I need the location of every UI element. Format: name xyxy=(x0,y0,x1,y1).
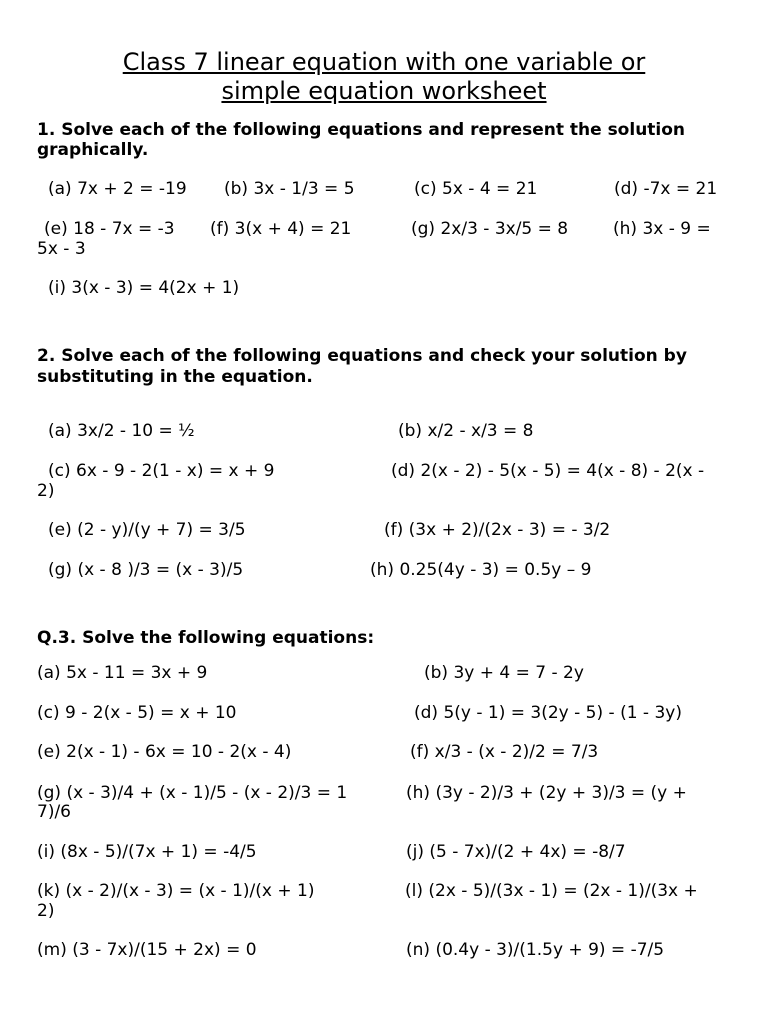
q1-item-c: (c) 5x - 4 = 21 xyxy=(414,179,538,199)
q1-item-h: (h) 3x - 9 = xyxy=(613,219,711,239)
q1-item-h-continued: 5x - 3 xyxy=(37,239,86,259)
q1-item-f: (f) 3(x + 4) = 21 xyxy=(210,219,352,239)
page-title-line1: Class 7 linear equation with one variable or xyxy=(122,48,646,76)
q3-item-c: (c) 9 - 2(x - 5) = x + 10 xyxy=(37,703,237,723)
q3-item-f: (f) x/3 - (x - 2)/2 = 7/3 xyxy=(410,742,599,762)
q2-item-f: (f) (3x + 2)/(2x - 3) = - 3/2 xyxy=(384,520,611,540)
q3-item-m: (m) (3 - 7x)/(15 + 2x) = 0 xyxy=(37,940,257,960)
q3-heading: Q.3. Solve the following equations: xyxy=(37,628,375,648)
q3-item-j: (j) (5 - 7x)/(2 + 4x) = -8/7 xyxy=(406,842,626,862)
q1-heading-line2: graphically. xyxy=(37,140,149,160)
q2-item-c: (c) 6x - 9 - 2(1 - x) = x + 9 xyxy=(48,461,275,481)
q1-item-e: (e) 18 - 7x = -3 xyxy=(44,219,175,239)
q3-item-l-continued: 2) xyxy=(37,901,55,921)
page-title-line2: simple equation worksheet xyxy=(221,77,547,105)
q3-item-d: (d) 5(y - 1) = 3(2y - 5) - (1 - 3y) xyxy=(414,703,682,723)
q1-heading-line1: 1. Solve each of the following equations and represent the solution xyxy=(37,120,686,140)
q3-item-k: (k) (x - 2)/(x - 3) = (x - 1)/(x + 1) xyxy=(37,881,315,901)
q3-item-g: (g) (x - 3)/4 + (x - 1)/5 - (x - 2)/3 = 1 xyxy=(37,783,348,803)
q2-item-d: (d) 2(x - 2) - 5(x - 5) = 4(x - 8) - 2(x - xyxy=(391,461,705,481)
q3-item-a: (a) 5x - 11 = 3x + 9 xyxy=(37,663,208,683)
q3-item-n: (n) (0.4y - 3)/(1.5y + 9) = -7/5 xyxy=(406,940,665,960)
q2-heading-line1: 2. Solve each of the following equations and check your solution by xyxy=(37,346,687,366)
q3-item-e: (e) 2(x - 1) - 6x = 10 - 2(x - 4) xyxy=(37,742,292,762)
q1-item-a: (a) 7x + 2 = -19 xyxy=(48,179,187,199)
q2-heading-line2: substituting in the equation. xyxy=(37,367,313,387)
q1-item-d: (d) -7x = 21 xyxy=(614,179,718,199)
q2-item-a: (a) 3x/2 - 10 = ½ xyxy=(48,421,195,441)
q3-item-l: (l) (2x - 5)/(3x - 1) = (2x - 1)/(3x + xyxy=(405,881,698,901)
q2-item-b: (b) x/2 - x/3 = 8 xyxy=(398,421,534,441)
q3-item-h-continued: 7)/6 xyxy=(37,802,71,822)
q1-item-i: (i) 3(x - 3) = 4(2x + 1) xyxy=(48,278,240,298)
q3-item-i: (i) (8x - 5)/(7x + 1) = -4/5 xyxy=(37,842,257,862)
q2-item-d-continued: 2) xyxy=(37,481,55,501)
q2-item-e: (e) (2 - y)/(y + 7) = 3/5 xyxy=(48,520,246,540)
q1-item-b: (b) 3x - 1/3 = 5 xyxy=(224,179,355,199)
q2-item-h: (h) 0.25(4y - 3) = 0.5y – 9 xyxy=(370,560,592,580)
q3-item-h: (h) (3y - 2)/3 + (2y + 3)/3 = (y + xyxy=(406,783,687,803)
q1-item-g: (g) 2x/3 - 3x/5 = 8 xyxy=(411,219,569,239)
q2-item-g: (g) (x - 8 )/3 = (x - 3)/5 xyxy=(48,560,244,580)
q3-item-b: (b) 3y + 4 = 7 - 2y xyxy=(424,663,584,683)
